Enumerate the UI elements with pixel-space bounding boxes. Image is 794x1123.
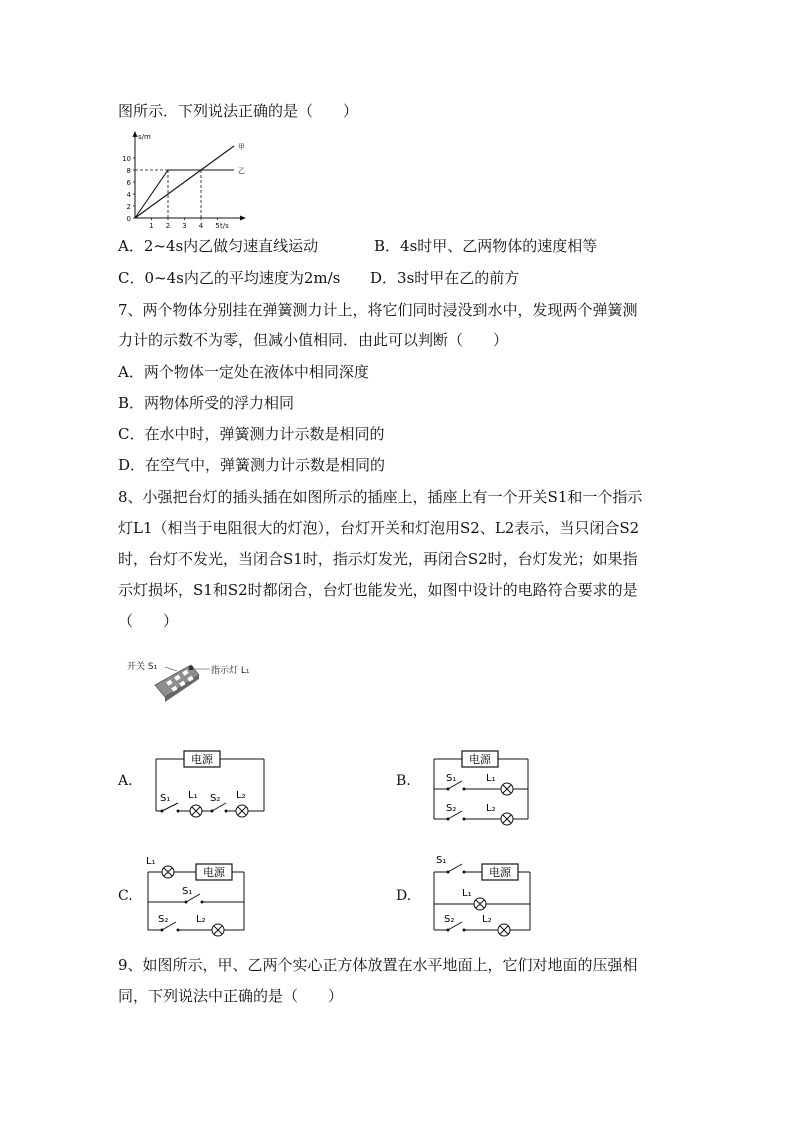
lamp-l1-label: L₁ [486, 773, 496, 784]
switch-s1-label: S₁ [436, 855, 447, 866]
lamp-l1-label: L₁ [188, 790, 198, 801]
lamp-l2-icon [212, 924, 224, 936]
svg-text:电源: 电源 [469, 753, 491, 766]
lamp-l2-label: L₂ [486, 803, 496, 814]
x-tick-label: 3 [182, 222, 187, 230]
socket-lamp-label: 指示灯 L₁ [211, 666, 250, 676]
lamp-l2-label: L₂ [196, 914, 206, 925]
q6-option-d: D．3s时甲在乙的前方 [370, 269, 520, 287]
q7-option-b: B．两物体所受的浮力相同 [118, 394, 295, 412]
switch-s2-label: S₂ [444, 914, 455, 925]
power-source [184, 751, 220, 767]
x-tick-label: 2 [165, 222, 171, 230]
switch-s2-label: S₂ [210, 793, 221, 804]
circuit-a [148, 743, 273, 823]
circuit-b-label: B. [396, 773, 411, 789]
q8-stem-line2: 灯L1（相当于电阻很大的灯泡），台灯开关和灯泡用S2、L2表示，当只闭合S2 [118, 519, 640, 537]
lamp-l1-label: L₁ [462, 888, 472, 899]
lamp-l1-icon [474, 898, 486, 910]
lamp-l1-icon [162, 866, 174, 878]
svg-text:电源: 电源 [203, 866, 225, 879]
lamp-l2-icon [236, 805, 248, 817]
lamp-l1-icon [501, 783, 513, 795]
q6-intro: 图所示．下列说法正确的是（ ） [118, 102, 359, 120]
q7-stem-line1: 7、两个物体分别挂在弹簧测力计上，将它们同时浸没到水中，发现两个弹簧测 [118, 301, 638, 319]
q9-stem-line1: 9、如图所示，甲、乙两个实心正方体放置在水平地面上，它们对地面的压强相 [118, 956, 638, 974]
lamp-l2-label: L₂ [482, 914, 492, 925]
q7-option-d: D．在空气中，弹簧测力计示数是相同的 [118, 456, 386, 474]
q8-stem-line4: 示灯损坏，S1和S2时都闭合，台灯也能发光，如图中设计的电路符合要求的是 [118, 581, 638, 599]
q8-stem-line3: 时，台灯不发光，当闭合S1时，指示灯发光，再闭合S2时，台灯发光；如果指 [118, 550, 638, 568]
switch-s1-label: S₁ [446, 773, 457, 784]
x-axis-label: t/s [220, 222, 229, 230]
circuit-c [140, 850, 255, 945]
q7-stem-line2: 力计的示数不为零，但减小值相同．由此可以判断（ ） [118, 331, 509, 349]
y-axis-label: s/m [138, 133, 151, 141]
q8-stem-line5: （ ） [118, 612, 179, 630]
switch-s2-label: S₂ [446, 803, 457, 814]
chart-labels [122, 133, 245, 230]
x-axis-arrow [240, 216, 246, 221]
power-source [196, 864, 232, 880]
switch-s1-label: S₁ [182, 886, 193, 897]
q8-stem-line1: 8、小强把台灯的插头插在如图所示的插座上，插座上有一个开关S1和一个指示 [118, 488, 643, 506]
y-tick-label: 8 [126, 167, 131, 175]
q6-option-b: B．4s时甲、乙两物体的速度相等 [374, 237, 598, 255]
series-jia-line [135, 146, 234, 218]
y-axis-arrow [133, 131, 138, 137]
y-tick-label: 10 [122, 155, 131, 163]
circuit-d [426, 850, 541, 945]
chart-plot-area [133, 131, 247, 221]
y-tick-label: 4 [126, 191, 131, 199]
series-yi-label: 乙 [238, 167, 245, 175]
socket-figure [125, 655, 265, 715]
q7-option-a: A．两个物体一定处在液体中相同深度 [118, 363, 369, 381]
socket-switch-label: 开关 S₁ [127, 662, 158, 672]
q6-option-a: A．2~4s内乙做匀速直线运动 [118, 237, 319, 255]
x-tick-label: 5 [215, 222, 220, 230]
svg-text:电源: 电源 [489, 866, 511, 879]
switch-s1-label: S₁ [160, 793, 171, 804]
circuit-d-label: D. [396, 888, 412, 904]
circuit-a-label: A. [118, 773, 133, 789]
q7-option-c: C．在水中时，弹簧测力计示数是相同的 [118, 425, 385, 443]
y-tick-label: 6 [126, 179, 131, 187]
y-tick-label: 2 [126, 203, 131, 211]
lamp-l2-icon [501, 813, 513, 825]
circuit-b [426, 743, 536, 828]
power-strip-icon [155, 665, 199, 702]
lamp-l1-icon [190, 805, 202, 817]
lamp-l1-label: L₁ [146, 856, 156, 867]
q9-stem-line2: 同，下列说法中正确的是（ ） [118, 987, 344, 1005]
power-source [462, 751, 498, 767]
svg-text:电源: 电源 [191, 753, 213, 766]
lamp-l2-label: L₂ [236, 790, 246, 801]
x-tick-label: 4 [198, 222, 204, 230]
series-jia-label: 甲 [238, 143, 245, 151]
lamp-l2-icon [498, 924, 510, 936]
x-tick-label: 1 [149, 222, 154, 230]
st-graph [115, 130, 265, 233]
power-source [482, 864, 518, 880]
y-tick-label: 0 [126, 215, 131, 223]
q6-option-c: C．0~4s内乙的平均速度为2m/s [118, 269, 341, 287]
series-yi-line [135, 170, 234, 218]
switch-s2-label: S₂ [158, 914, 169, 925]
circuit-c-label: C. [118, 888, 133, 904]
